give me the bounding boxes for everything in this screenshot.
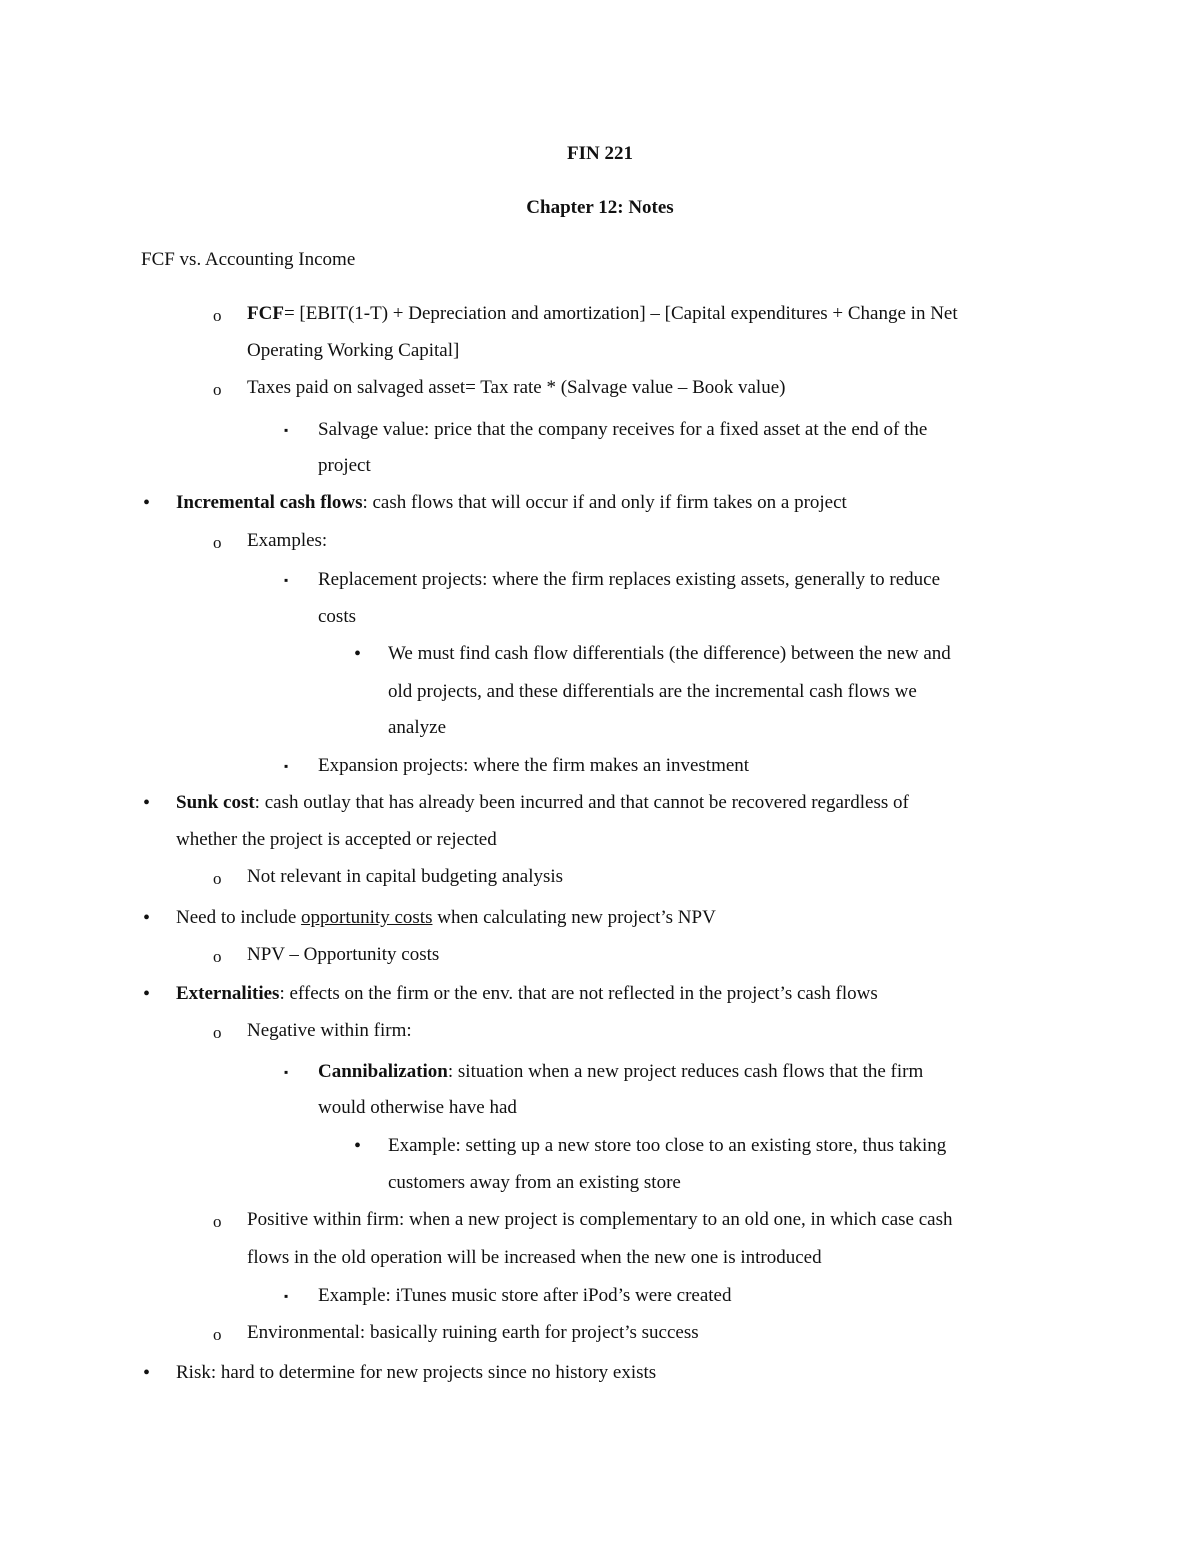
opportunity-note [176, 906, 716, 930]
bullet-square: ▪ [284, 423, 289, 437]
examples-label: Examples: [247, 530, 328, 551]
fcf-formula-cont: Operating Working Capital] [247, 340, 460, 361]
itunes-example: Example: iTunes music store after iPod’s were created [318, 1285, 732, 1306]
negative-note: Negative within firm: [247, 1020, 412, 1041]
fcf-formula-text: = [EBIT(1-T) + Depreciation and amortization] – [Capital expenditures + Change in Net [283, 303, 958, 324]
incremental-term: Incremental cash flows [176, 492, 363, 513]
bullet-o: o [213, 533, 222, 552]
bullet-square: ▪ [284, 1065, 289, 1079]
fcf-formula [247, 302, 958, 326]
bullet-o: o [213, 380, 222, 399]
bullet-o: o [213, 1325, 222, 1344]
externalities-text: : effects on the firm or the env. that are not reflected in the project’s cash flows [279, 983, 878, 1004]
sunk-cost-term: Sunk cost [176, 792, 255, 813]
course-title: FIN 221 [567, 143, 633, 164]
cannibalization-note-cont: would otherwise have had [318, 1097, 517, 1118]
differentials-note-cont2: analyze [388, 717, 447, 738]
cannibalization-note [318, 1060, 923, 1084]
bullet-o: o [213, 1023, 222, 1042]
fcf-term: FCF [247, 303, 284, 324]
salvage-note: Salvage value: price that the company receives for a fixed asset at the end of the [318, 419, 928, 440]
bullet-o: o [213, 947, 222, 966]
opportunity-pre: Need to include [176, 907, 302, 928]
sunk-cost-note-cont: whether the project is accepted or rejected [176, 829, 497, 850]
bullet-o: o [213, 1212, 222, 1231]
replacement-note-cont: costs [318, 606, 356, 627]
bullet-disc: • [143, 907, 151, 929]
differentials-note-cont: old projects, and these differentials are the incremental cash flows we [388, 681, 917, 702]
opportunity-post: when calculating new project’s NPV [432, 907, 716, 928]
salvage-note-cont: project [318, 455, 371, 476]
expansion-note: Expansion projects: where the firm makes an investment [318, 755, 750, 776]
cannibalization-term: Cannibalization [318, 1061, 448, 1082]
bullet-disc: • [354, 1135, 362, 1157]
store-example-note-cont: customers away from an existing store [388, 1172, 681, 1193]
environmental-note: Environmental: basically ruining earth for project’s success [247, 1322, 699, 1343]
not-relevant-note: Not relevant in capital budgeting analysis [247, 866, 564, 887]
bullet-disc: • [143, 983, 151, 1005]
externalities-term: Externalities [176, 983, 280, 1004]
bullet-disc: • [354, 643, 362, 665]
risk-note: Risk: hard to determine for new projects since no history exists [176, 1362, 657, 1383]
bullet-square: ▪ [284, 1289, 289, 1303]
store-example-note: Example: setting up a new store too close to an existing store, thus taking [388, 1135, 947, 1156]
opportunity-term: opportunity costs [301, 907, 433, 928]
bullet-disc: • [143, 492, 151, 514]
bullet-disc: • [143, 1362, 151, 1384]
taxes-note: Taxes paid on salvaged asset= Tax rate * (Salvage value – Book value) [247, 377, 786, 398]
bullet-disc: • [143, 792, 151, 814]
bullet-o: o [213, 869, 222, 888]
incremental-note [176, 491, 847, 515]
differentials-note: We must find cash flow differentials (the difference) between the new and [388, 643, 951, 664]
sunk-cost-text: : cash outlay that has already been incurred and that cannot be recovered regardless of [254, 792, 909, 813]
section-heading: FCF vs. Accounting Income [141, 249, 356, 270]
bullet-square: ▪ [284, 759, 289, 773]
positive-note: Positive within firm: when a new project is complementary to an old one, in which case cash [247, 1209, 953, 1230]
cannibalization-text: : situation when a new project reduces cash flows that the firm [447, 1061, 924, 1082]
externalities-note [176, 982, 878, 1006]
npv-note: NPV – Opportunity costs [247, 944, 440, 965]
chapter-title: Chapter 12: Notes [526, 197, 674, 218]
bullet-square: ▪ [284, 573, 289, 587]
sunk-cost-note [176, 791, 909, 815]
replacement-note: Replacement projects: where the firm replaces existing assets, generally to reduce [318, 569, 940, 590]
positive-note-cont: flows in the old operation will be increased when the new one is introduced [247, 1247, 822, 1268]
bullet-o: o [213, 306, 222, 325]
incremental-text: : cash flows that will occur if and only if firm takes on a project [362, 492, 847, 513]
